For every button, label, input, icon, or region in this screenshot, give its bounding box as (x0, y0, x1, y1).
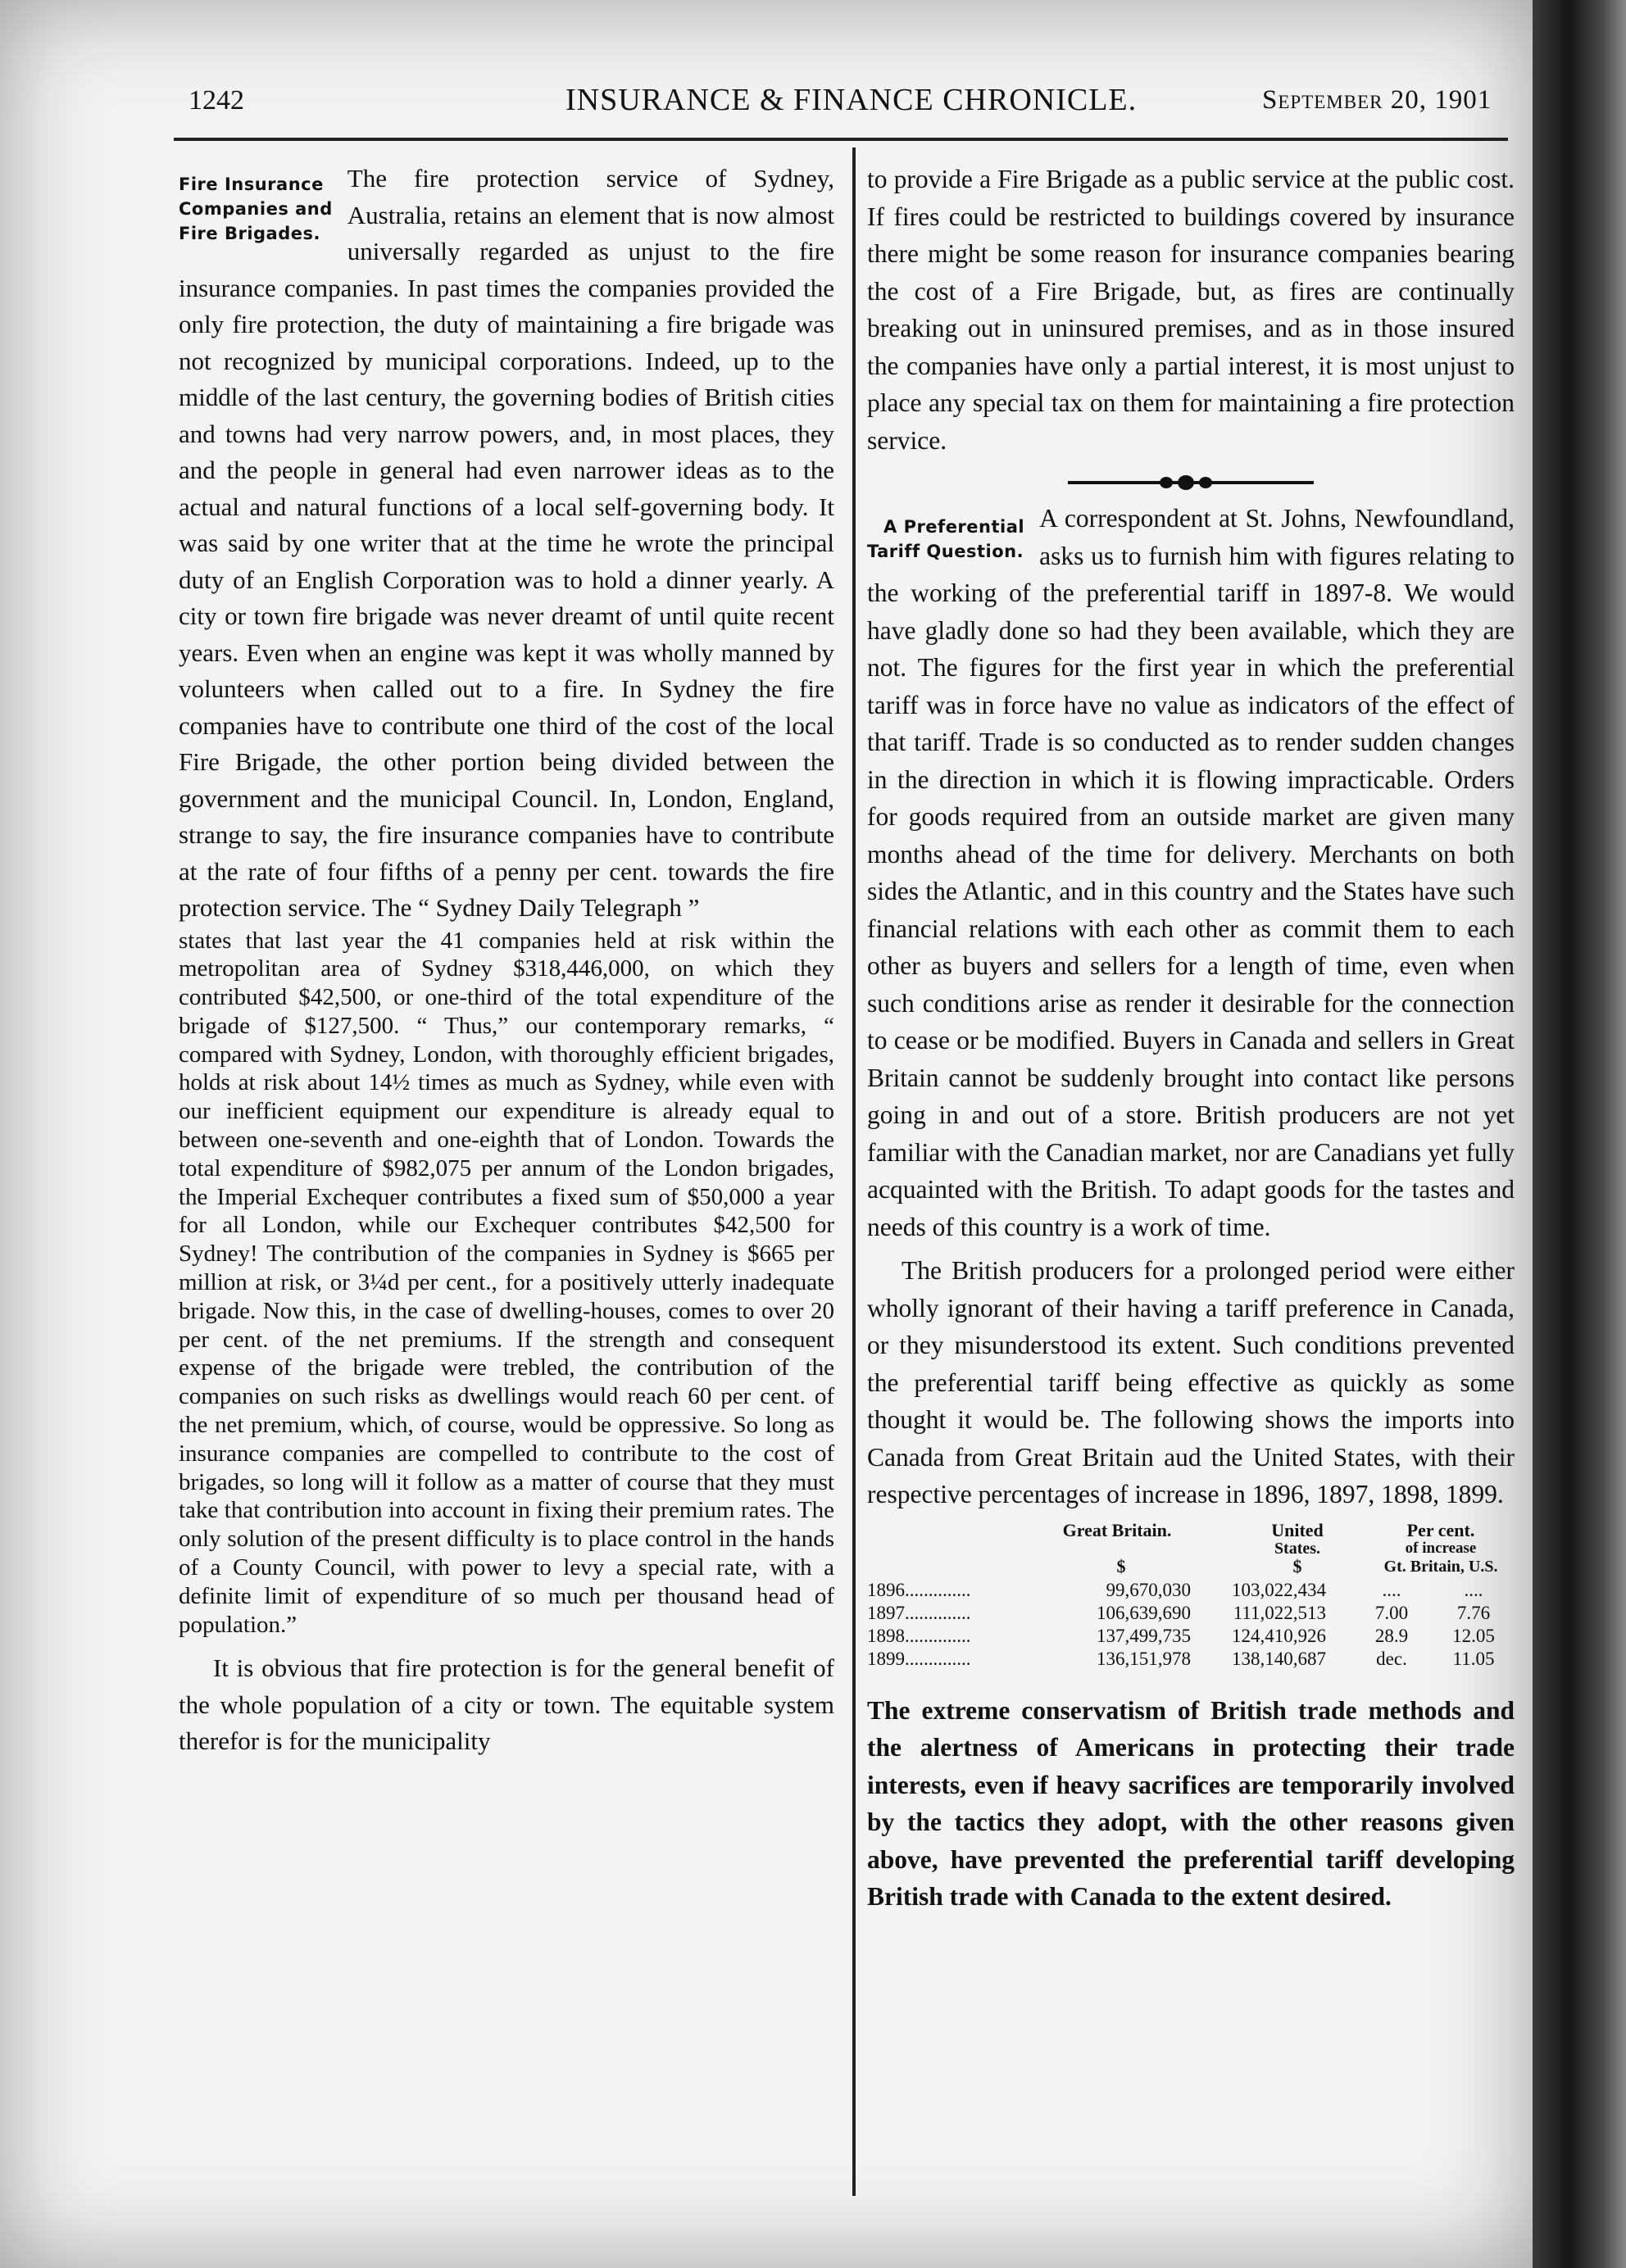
sidehead-line: A Preferential (883, 517, 1025, 537)
cell-pct-gb: dec. (1376, 1648, 1407, 1669)
article-paragraph: to provide a Fire Brigade as a public service at the public cost. If fires could be restricted to buildings covered by insurance there might be some reason for insurance companies bearing the cost of a Fire Brigade, but, as fires are continually breaking out in uninsured premises, and as in those insured the companies have only a partial interest, it is most unjust to place any special tax on them for maintaining a fire protection service. (867, 165, 1515, 455)
page-number: 1242 (188, 85, 244, 116)
row-year: 1899 (867, 1648, 905, 1669)
table-row (867, 1602, 971, 1625)
article-paragraph: A correspondent at St. Johns, Newfoundland, asks us to furnish him with figures relating to the working of the preferential tariff in 1897-8. We would have gladly done so had they been available, which they are not. The figures for the first year in which the preferential tariff was in force have no value as indicators of the effect of that tariff. Trade is so conducted as to render sudden changes in the direction in which it is flowing impracticable. Orders for goods required from an outside market are given many months ahead of the time for delivery. Merchants on both sides the Atlantic, and in this country and the States have such financial relations with each other as commit them to each other as buyers and sellers for a length of time, even when such conditions arise as render it desirable for the connection to cease or be modified. Buyers in Canada and sellers in Great Britain cannot be suddenly brought into contact like persons going in and out of a store. British producers are not yet familiar with the Canadian market, nor are Canadians yet fully acquainted with the British. To adapt goods for the tastes and needs of this country is a work of time. (867, 504, 1515, 1241)
right-column (867, 161, 1515, 1916)
table-row (867, 1648, 971, 1671)
cell-pct-gb: 28.9 (1374, 1625, 1409, 1646)
publication-title: INSURANCE & FINANCE CHRONICLE. (565, 83, 1138, 117)
table-row (867, 1625, 971, 1648)
section-ornament (1068, 470, 1314, 495)
col-header-percent: Gt. Britain, U.S. (1383, 1557, 1498, 1576)
sidehead-line: Tariff Question. (867, 542, 1024, 561)
row-leader: .............. (905, 1648, 971, 1669)
row-year: 1896 (867, 1579, 905, 1600)
quoted-paragraph: states that last year the 41 companies held at risk within the metropolitan area of Sydney $318,446,000, on which they contributed $42,500, or one-third of the total expenditure of the brigade of $127,500. “ Thus,” our contemporary remarks, “ compared with Sydney, London, with thoroughly efficient brigades, holds at risk about 14½ times as much as Sydney, while even with our inefficient equipment our expenditure is already equal to between one-seventh and one-eighth that of London. Towards the total expenditure of $982,075 per annum of the London brigades, the Imperial Exchequer contributes a fixed sum of $50,000 a year for all London, while our Exchequer contributes $42,500 for Sydney! The contribution of the companies in Sydney is $665 per million at risk, or 3¼d per cent., for a positively utterly inadequate brigade. Now this, in the case of dwelling-houses, comes to over 20 per cent. of the net premiums. If the strength and consequent expense of the brigade were trebled, the contribution of the companies on such risks as dwellings would reach 60 per cent. of the net premium, which, of course, would be oppressive. So long as insurance companies are compelled to contribute to the cost of brigades, so long will it follow as a matter of course that they must take that contribution into account in fixing their premium rates. The only solution of the present difficulty is to place control in the hands of a County Council, with power to levy a special rate, with a definite limit of expenditure of so much per thousand head of population.” (179, 927, 834, 1638)
sidehead-line: Companies and (179, 199, 333, 219)
sidehead-fire-brigades (179, 172, 333, 246)
cell-pct-us: 7.76 (1456, 1602, 1491, 1623)
cell-gb: 136,151,978 (1097, 1648, 1191, 1669)
book-spine-shadow (1533, 0, 1626, 2268)
row-year: 1898 (867, 1625, 905, 1646)
cell-us: 111,022,513 (1233, 1602, 1326, 1623)
dollar-sign: $ (1292, 1555, 1302, 1576)
col-header-united-states: States. (1274, 1539, 1321, 1558)
cell-pct-gb: 7.00 (1374, 1602, 1409, 1623)
cell-pct-us: 12.05 (1452, 1625, 1495, 1646)
sidehead-line: Fire Brigades. (179, 224, 320, 243)
col-header-united-states: United (1271, 1519, 1324, 1540)
cell-gb: 99,670,030 (1106, 1579, 1191, 1600)
running-header (172, 82, 1516, 123)
header-rule (174, 138, 1508, 141)
cell-us: 138,140,687 (1232, 1648, 1326, 1669)
table-row (867, 1579, 971, 1602)
row-leader: .............. (905, 1625, 971, 1646)
left-column (179, 161, 834, 1760)
issue-date: September 20, 1901 (1262, 85, 1492, 115)
article-paragraph: It is obvious that fire protection is for the general benefit of the whole population of a city or town. The equitable system therefor is for the municipality (179, 1653, 834, 1756)
cell-gb: 137,499,735 (1097, 1625, 1191, 1646)
cell-us: 103,022,434 (1232, 1579, 1326, 1600)
cell-us: 124,410,926 (1232, 1625, 1326, 1646)
sidehead-preferential-tariff (867, 515, 1024, 564)
col-header-percent: Per cent. (1406, 1519, 1475, 1540)
cell-pct-us: 11.05 (1452, 1648, 1495, 1669)
dollar-sign: $ (1116, 1555, 1126, 1576)
column-rule (852, 147, 856, 2196)
article-paragraph: The extreme conservatism of British trade methods and the alertness of Americans in protecting their trade interests, even if heavy sacrifices are temporarily involved by the tactics they adopt, with the other reasons given above, have prevented the preferential tariff developing British trade with Canada to the extent desired. (867, 1695, 1515, 1911)
row-leader: .............. (905, 1579, 971, 1600)
col-header-great-britain: Great Britain. (1062, 1519, 1172, 1540)
imports-table (867, 1517, 1515, 1690)
cell-pct-gb: .... (1382, 1579, 1401, 1600)
row-year: 1897 (867, 1602, 905, 1623)
article-paragraph: The British producers for a prolonged period were either wholly ignorant of their having a tariff preference in Canada, or they misunderstood its extent. Such conditions prevented the preferential tariff being effective as quickly as some thought it would be. The following shows the imports into Canada from Great Britain aud the United States, with their respective percentages of increase in 1896, 1897, 1898, 1899. (867, 1256, 1515, 1508)
row-leader: .............. (905, 1602, 971, 1623)
cell-pct-us: .... (1464, 1579, 1483, 1600)
cell-gb: 106,639,690 (1097, 1602, 1191, 1623)
article-paragraph: The fire protection service of Sydney, Australia, retains an element that is now almost universally regarded as unjust to the fire insurance companies. In past times the companies provided the only fire protection, the duty of maintaining a fire brigade was not recognized by municipal corporations. Indeed, up to the middle of the last century, the governing bodies of British cities and towns had very narrow powers, and, in most places, they and the people in general had even narrower ideas as to the actual and natural functions of a local self-governing body. It was said by one writer that at the time he wrote the principal duty of an English Corporation was to hold a dinner yearly. A city or town fire brigade was never dreamt of until quite recent years. Even when an engine was kept it was wholly manned by volunteers when called out to a fire. In Sydney the fire companies have to contribute one third of the cost of the local Fire Brigade, the other portion being divided between the government and the municipal Council. In, London, England, strange to say, the fire insurance companies have to contribute at the rate of four fifths of a penny per cent. towards the fire protection service. The “ Sydney Daily Telegraph ” (179, 164, 834, 922)
sidehead-line: Fire Insurance (179, 175, 324, 194)
col-header-percent: of increase (1405, 1539, 1477, 1557)
